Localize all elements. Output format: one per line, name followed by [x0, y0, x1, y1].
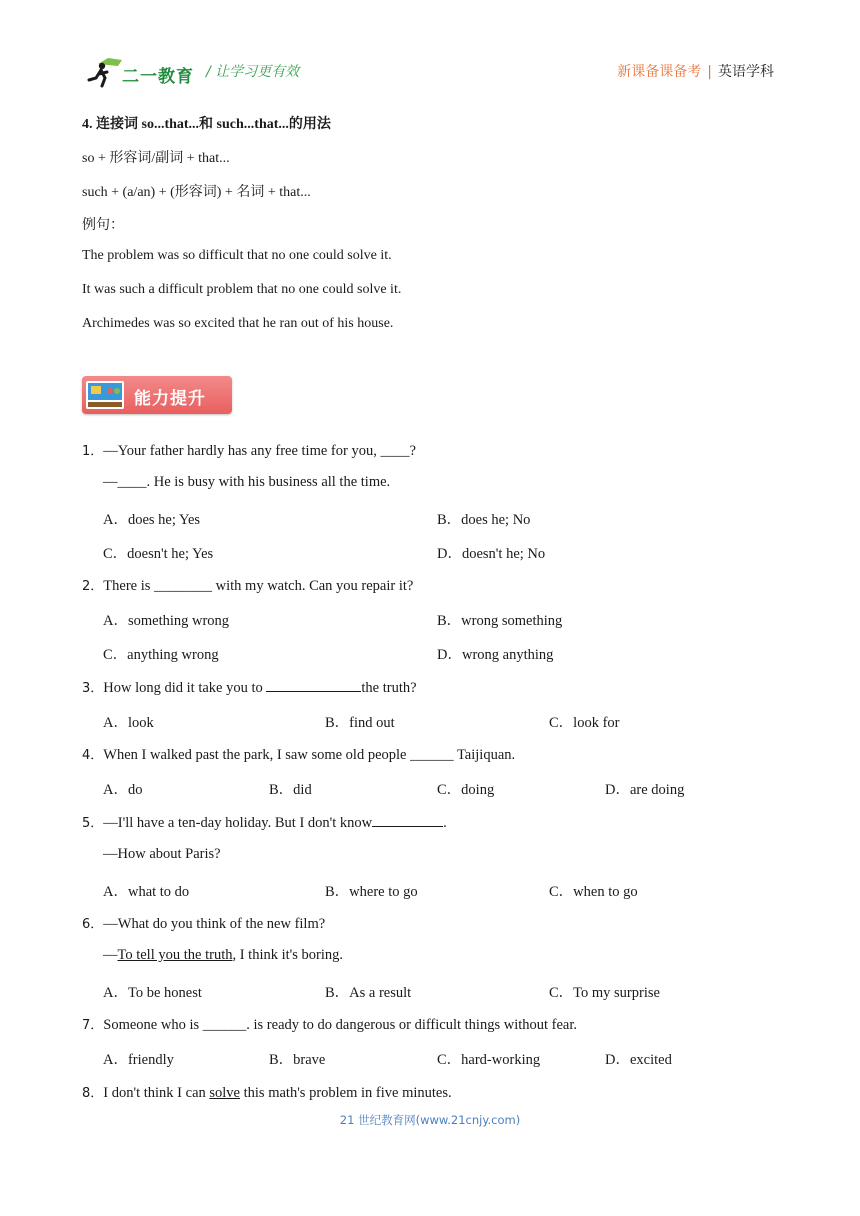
option-c[interactable]: C．doesn't he; Yes	[103, 546, 214, 562]
underlined-word: solve	[209, 1085, 240, 1101]
question-stem-end: this math's problem in five minutes.	[240, 1085, 452, 1101]
option-b[interactable]: B．As a result	[325, 985, 412, 1001]
option-a[interactable]: A．look	[103, 715, 154, 731]
header-tagline: 新课备课备考	[617, 64, 702, 80]
question-number: 6．	[82, 917, 104, 932]
option-a[interactable]: A．friendly	[103, 1052, 174, 1068]
option-b[interactable]: B．wrong something	[437, 613, 563, 629]
question-stem: When I walked past the park, I saw some old people ______ Taijiquan.	[103, 747, 516, 763]
question-7	[82, 1014, 577, 1034]
option-d[interactable]: D．excited	[605, 1052, 672, 1068]
logo-text: 二一教育	[122, 67, 194, 87]
option-a[interactable]: A．does he; Yes	[103, 512, 201, 528]
question-1	[82, 440, 416, 460]
option-d[interactable]: D．are doing	[605, 782, 685, 798]
page-footer[interactable]: 21 世纪教育网(www.21cnjy.com)	[339, 1113, 521, 1127]
option-a[interactable]: A．do	[103, 782, 143, 798]
question-number: 8．	[82, 1086, 104, 1101]
question-2	[82, 575, 413, 595]
option-a[interactable]: A．what to do	[103, 884, 190, 900]
question-3	[82, 677, 417, 697]
underlined-phrase: To tell you the truth	[117, 947, 233, 963]
question-6	[82, 913, 325, 933]
question-number: 7．	[82, 1018, 104, 1033]
question-5-line2: —How about Paris?	[103, 846, 221, 862]
option-c[interactable]: C．when to go	[549, 884, 638, 900]
question-number: 4．	[82, 748, 104, 763]
option-c[interactable]: C．doing	[437, 782, 495, 798]
question-stem: —Your father hardly has any free time for you, ____?	[103, 443, 416, 459]
option-b[interactable]: B．where to go	[325, 884, 418, 900]
example-sentence: It was such a difficult problem that no one could solve it.	[82, 282, 402, 297]
question-1-line2: —____. He is busy with his business all the time.	[103, 474, 391, 490]
question-stem: There is ________ with my watch. Can you repair it?	[103, 578, 414, 594]
question-stem-end: .	[443, 815, 447, 831]
option-b[interactable]: B．does he; No	[437, 512, 531, 528]
question-stem-end: the truth?	[361, 680, 417, 696]
option-c[interactable]: C．hard-working	[437, 1052, 541, 1068]
grammar-title: 4. 连接词 so...that...和 such...that...的用法	[82, 117, 331, 132]
line-rest: , I think it's boring.	[232, 947, 344, 963]
question-6-line2	[103, 947, 343, 964]
option-d[interactable]: D．wrong anything	[437, 647, 554, 663]
question-4	[82, 744, 515, 764]
header-right	[617, 61, 774, 81]
option-c[interactable]: C．look for	[549, 715, 620, 731]
question-8	[82, 1082, 452, 1102]
question-number: 3．	[82, 681, 104, 696]
section-badge-label: 能力提升	[134, 389, 206, 409]
option-d[interactable]: D．doesn't he; No	[437, 546, 546, 562]
grammar-rule-so: so + 形容词/副词 + that...	[82, 151, 230, 166]
header-slogan: / 让学习更有效	[206, 64, 300, 80]
example-sentence: The problem was so difficult that no one could solve it.	[82, 248, 392, 263]
answer-blank	[372, 813, 443, 827]
question-5	[82, 812, 447, 832]
option-b[interactable]: B．did	[269, 782, 312, 798]
option-c[interactable]: C．To my surprise	[549, 985, 660, 1001]
example-label: 例句：	[82, 218, 124, 233]
option-a[interactable]: A．To be honest	[103, 985, 202, 1001]
question-stem: I don't think I can	[103, 1085, 210, 1101]
header-subject: 英语学科	[718, 64, 774, 80]
option-b[interactable]: B．find out	[325, 715, 395, 731]
question-stem: —I'll have a ten-day holiday. But I don't know	[103, 815, 373, 831]
question-number: 5．	[82, 816, 104, 831]
answer-blank	[266, 678, 361, 692]
question-stem: How long did it take you to	[103, 680, 263, 696]
section-badge	[82, 376, 232, 414]
question-stem: Someone who is ______. is ready to do dangerous or difficult things without fear.	[103, 1017, 578, 1033]
question-number: 2．	[82, 579, 104, 594]
page-header	[0, 0, 860, 100]
question-number: 1．	[82, 444, 104, 459]
example-sentence: Archimedes was so excited that he ran out of his house.	[82, 316, 394, 331]
option-b[interactable]: B．brave	[269, 1052, 326, 1068]
option-c[interactable]: C．anything wrong	[103, 647, 219, 663]
classroom-icon	[86, 381, 124, 409]
dash: —	[103, 947, 118, 963]
header-separator: |	[707, 64, 712, 80]
question-stem: —What do you think of the new film?	[103, 916, 326, 932]
option-a[interactable]: A．something wrong	[103, 613, 230, 629]
grammar-rule-such: such + (a/an) + (形容词) + 名词 + that...	[82, 185, 311, 200]
